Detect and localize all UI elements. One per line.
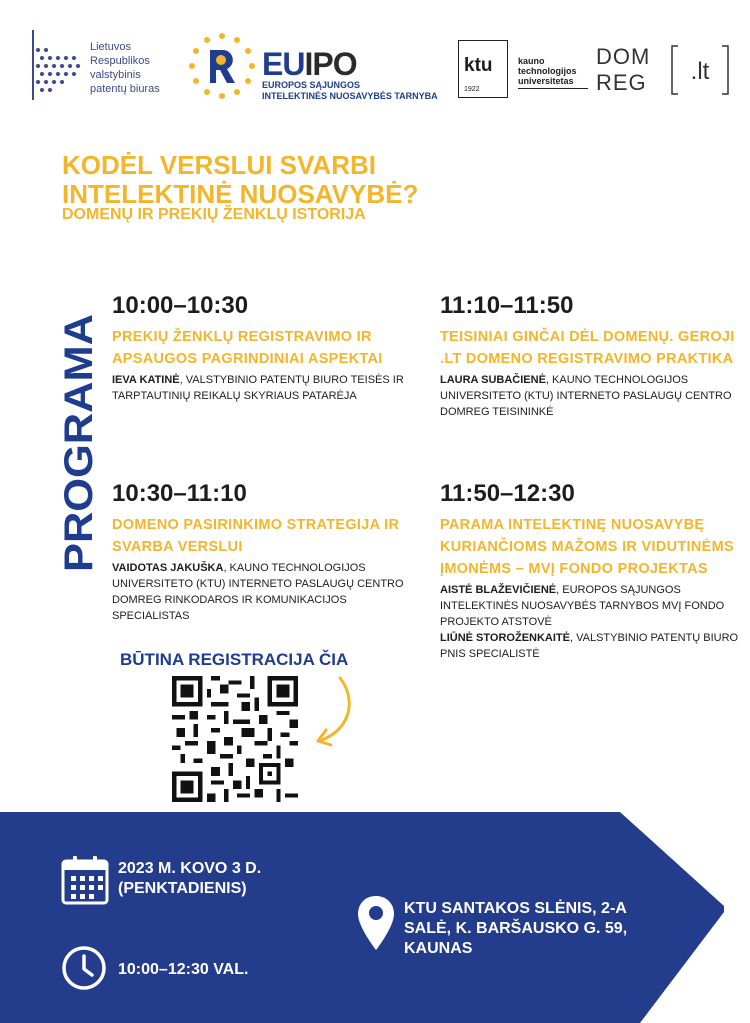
clock-icon [60, 944, 108, 992]
slot-time: 10:00–10:30 [112, 292, 249, 319]
program-slot-1 [112, 292, 417, 404]
slot-speaker: VAIDOTAS JAKUŠKA, KAUNO TECHNOLOGIJOS UNIVERSITETO (KTU) INTERNETO PASLAUGŲ CENTRO DOMREG RINKODAROS IR KOMUNIKACIJOS SPECIALISTAS [112, 562, 404, 622]
location-pin-icon [356, 894, 396, 952]
vpb-logo-dots [24, 28, 86, 100]
slot-time: 11:50–12:30 [440, 480, 575, 507]
euipo-wordmark: EUIPO [262, 46, 357, 82]
ktu-mark: ktu [464, 55, 493, 76]
euipo-star-emblem [186, 30, 258, 102]
event-location-line-1: KTU SANTAKOS SLĖNIS, 2-A [404, 900, 627, 917]
domreg-lt-text: .lt [690, 58, 710, 85]
svg-text:PROGRAMA: PROGRAMA [57, 334, 101, 572]
title-line-1: KODĖL VERSLUI SVARBI [62, 150, 376, 180]
ktu-logo-box [458, 40, 508, 98]
program-label [54, 310, 102, 575]
page-subtitle: DOMENŲ IR PREKIŲ ŽENKLŲ ISTORIJA [62, 206, 366, 223]
registration-label: BŪTINA REGISTRACIJA ČIA [120, 650, 349, 669]
event-date [118, 859, 261, 899]
slot-topic: DOMENO PASIRINKIMO STRATEGIJA IR SVARBA VERSLUI [112, 517, 400, 555]
program-slot-3 [112, 480, 412, 624]
domreg-lt-bracket [670, 44, 730, 96]
event-time: 10:00–12:30 VAL. [118, 961, 249, 978]
event-location [404, 899, 627, 959]
ktu-year: 1922 [464, 86, 480, 93]
curved-arrow-icon [300, 672, 360, 752]
euipo-subtitle: EUROPOS SĄJUNGOS INTELEKTINĖS NUOSAVYBĖS TARNYBA [262, 80, 438, 101]
calendar-icon [60, 854, 110, 906]
slot-speaker: AISTĖ BLAŽEVIČIENĖ, EUROPOS SĄJUNGOS INTELEKTINĖS NUOSAVYBĖS TARNYBOS MVĮ FONDO PROJEKTO ATSTOVĖ [440, 584, 725, 628]
registration-qr-code[interactable] [172, 676, 298, 802]
program-slot-2 [440, 292, 740, 420]
slot-speaker: LIŪNĖ STOROŽENKAITĖ, VALSTYBINIO PATENTŲ BIURO PNIS SPECIALISTĖ [440, 632, 739, 660]
slot-time: 10:30–11:10 [112, 480, 247, 507]
vpb-logo-text: Lietuvos Respublikos valstybinis patentų biuras [90, 41, 160, 95]
slot-time: 11:10–11:50 [440, 292, 574, 319]
page-title [62, 151, 662, 209]
slot-topic: TEISINIAI GINČAI DĖL DOMENŲ. GEROJI .LT DOMENO REGISTRAVIMO PRAKTIKA [440, 329, 735, 367]
ktu-logo-name: kauno technologijos universitetas [518, 56, 588, 89]
title-line-2: INTELEKTINĖ NUOSAVYBĖ? [62, 179, 419, 209]
event-location-line-2: SALĖ, K. BARŠAUSKO G. 59, [404, 920, 628, 937]
slot-topic: PARAMA INTELEKTINĘ NUOSAVYBĘ KURIANČIOMS MAŽOMS IR VIDUTINĖMS ĮMONĖMS – MVĮ FONDO PROJEKTAS [440, 517, 734, 577]
event-location-line-3: KAUNAS [404, 940, 473, 957]
event-date-line-1: 2023 M. KOVO 3 D. [118, 860, 262, 877]
event-date-line-2: (PENKTADIENIS) [118, 880, 247, 897]
domreg-logo-text: DOM REG [596, 44, 651, 95]
slot-speaker: LAURA SUBAČIENĖ, KAUNO TECHNOLOGIJOS UNIVERSITETO (KTU) INTERNETO PASLAUGŲ CENTRO DOMREG TEISININKĖ [440, 374, 732, 418]
slot-speaker: IEVA KATINĖ, VALSTYBINIO PATENTŲ BIURO TEISĖS IR TARPTAUTINIŲ REIKALŲ SKYRIAUS PATARĖJA [112, 374, 404, 402]
program-slot-4 [440, 480, 740, 662]
slot-topic: PREKIŲ ŽENKLŲ REGISTRAVIMO IR APSAUGOS PAGRINDINIAI ASPEKTAI [112, 329, 383, 367]
